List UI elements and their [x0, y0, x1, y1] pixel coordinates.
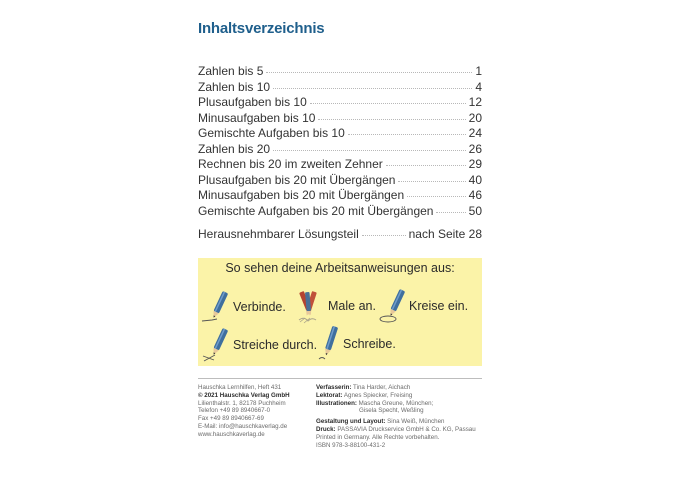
instruction-label: Schreibe.: [343, 337, 396, 351]
toc-entry-page: 12: [468, 95, 482, 109]
toc-entry-label: Zahlen bis 20: [198, 141, 271, 156]
copyright-text: © 2021 Hauschka Verlag GmbH: [198, 391, 290, 399]
toc-entry: [198, 111, 482, 127]
instruction-label: Streiche durch.: [233, 338, 318, 352]
toc-leader: [273, 150, 466, 151]
instruction-circle: [378, 289, 468, 323]
document-page: [198, 0, 482, 480]
toc-leader: [318, 119, 465, 120]
toc-entry: [198, 126, 482, 142]
toc-leader: [407, 196, 466, 197]
toc-entry: [198, 204, 482, 220]
toc-entry: [198, 95, 482, 111]
instruction-strike: [200, 328, 317, 362]
pencil-strike-icon: [200, 328, 233, 362]
toc-entry-label: Rechnen bis 20 im zweiten Zehner: [198, 157, 383, 171]
instruction-label: Kreise ein.: [409, 299, 469, 313]
colored-pencils-icon: [296, 288, 325, 324]
toc-entry-label: Zahlen bis 5: [198, 64, 264, 78]
toc-entry-page: 24: [468, 126, 482, 140]
toc-entry: [198, 80, 482, 96]
credit-illustrations-2: Gisela Specht, Weßling: [359, 407, 424, 415]
imprint-series: Hauschka Lernhilfen, Heft 431: [198, 384, 282, 391]
toc-leader: [273, 88, 472, 89]
toc-entry-page: 40: [468, 172, 482, 187]
toc-entry-label: Gemischte Aufgaben bis 20 mit Übergängen: [198, 203, 434, 218]
solutions-label: Herausnehmbarer Lösungsteil: [198, 227, 359, 241]
toc-entry-page: 46: [468, 188, 482, 202]
toc-leader: [398, 181, 465, 182]
toc-entry-label: Minusaufgaben bis 10: [198, 110, 316, 125]
toc-entry-label: Gemischte Aufgaben bis 10: [198, 126, 345, 140]
instructions-box: [198, 258, 482, 366]
pencil-connect-icon: [200, 290, 233, 324]
toc-entry-label: Plusaufgaben bis 20 mit Übergängen: [198, 172, 396, 187]
table-of-contents: [198, 64, 482, 219]
credit-author-value: Tina Harder, Aichach: [353, 384, 411, 391]
credit-illustrations-label: Illustrationen:: [316, 399, 357, 407]
toc-leader: [436, 212, 465, 213]
toc-entry-page: 50: [468, 203, 482, 218]
toc-entry-page: 26: [468, 141, 482, 156]
toc-leader: [310, 103, 466, 104]
credit-author: [316, 384, 476, 392]
pencil-write-icon: [318, 326, 343, 362]
page-title: Inhaltsverzeichnis: [198, 20, 325, 37]
toc-entry-label: Minusaufgaben bis 20 mit Übergängen: [198, 188, 405, 202]
toc-entry: [198, 173, 482, 189]
isbn: ISBN 978-3-88100-431-2: [316, 441, 386, 449]
credit-illustrations: [316, 400, 476, 408]
solutions-row: [198, 227, 482, 243]
instruction-write: [318, 326, 396, 362]
imprint-fax: Fax +49 89 8940667-69: [198, 415, 264, 423]
solutions-page: nach Seite 28: [408, 227, 482, 241]
credit-editor-label: Lektorat:: [316, 391, 343, 399]
credit-design: [316, 418, 476, 426]
credit-editor: [316, 392, 476, 400]
imprint-credits: [316, 384, 476, 449]
credit-print-label: Druck:: [316, 425, 336, 433]
toc-entry-label: Plusaufgaben bis 10: [198, 95, 307, 109]
imprint-website: www.hauschkaverlag.de: [198, 430, 265, 438]
instruction-color: [296, 288, 376, 324]
toc-entry: [198, 64, 482, 80]
divider: [198, 378, 482, 379]
imprint-email: E-Mail: info@hauschkaverlag.de: [198, 422, 288, 430]
instruction-label: Verbinde.: [233, 300, 286, 314]
credit-illustrations-value: Mascha Greune, München;: [358, 399, 434, 407]
instruction-label: Male an.: [328, 299, 376, 313]
credit-design-value: Sina Weiß, München: [387, 418, 445, 426]
toc-leader: [386, 165, 466, 166]
pencil-circle-icon: [378, 289, 409, 323]
imprint-copyright: [198, 392, 290, 400]
credit-print: [316, 426, 476, 434]
toc-leader: [266, 72, 472, 73]
credit-editor-value: Agnes Spiecker, Freising: [343, 391, 413, 399]
instruction-connect: [200, 290, 286, 324]
imprint-publisher: [198, 384, 290, 439]
imprint-phone: Telefon +49 89 8940667-0: [198, 407, 271, 415]
toc-entry: [198, 188, 482, 204]
printed-in: Printed in Germany. Alle Rechte vorbehalten.: [316, 433, 440, 441]
toc-entry-page: 20: [468, 110, 482, 125]
toc-entry-page: 4: [475, 79, 482, 94]
toc-entry-page: 1: [475, 64, 482, 78]
credit-print-value: PASSAVIA Druckservice GmbH & Co. KG, Passau: [337, 425, 476, 433]
toc-leader: [362, 235, 406, 236]
imprint-address: Lilienthalstr. 1, 82178 Puchheim: [198, 399, 286, 407]
toc-entry-page: 29: [468, 157, 482, 171]
solutions-entry: [198, 227, 482, 243]
instructions-heading: So sehen deine Arbeitsanweisungen aus:: [225, 261, 455, 275]
toc-entry-label: Zahlen bis 10: [198, 79, 271, 94]
credit-design-label: Gestaltung und Layout:: [316, 418, 386, 426]
credit-author-label: Verfasserin:: [316, 384, 352, 391]
toc-entry: [198, 157, 482, 173]
toc-leader: [348, 134, 466, 135]
toc-entry: [198, 142, 482, 158]
